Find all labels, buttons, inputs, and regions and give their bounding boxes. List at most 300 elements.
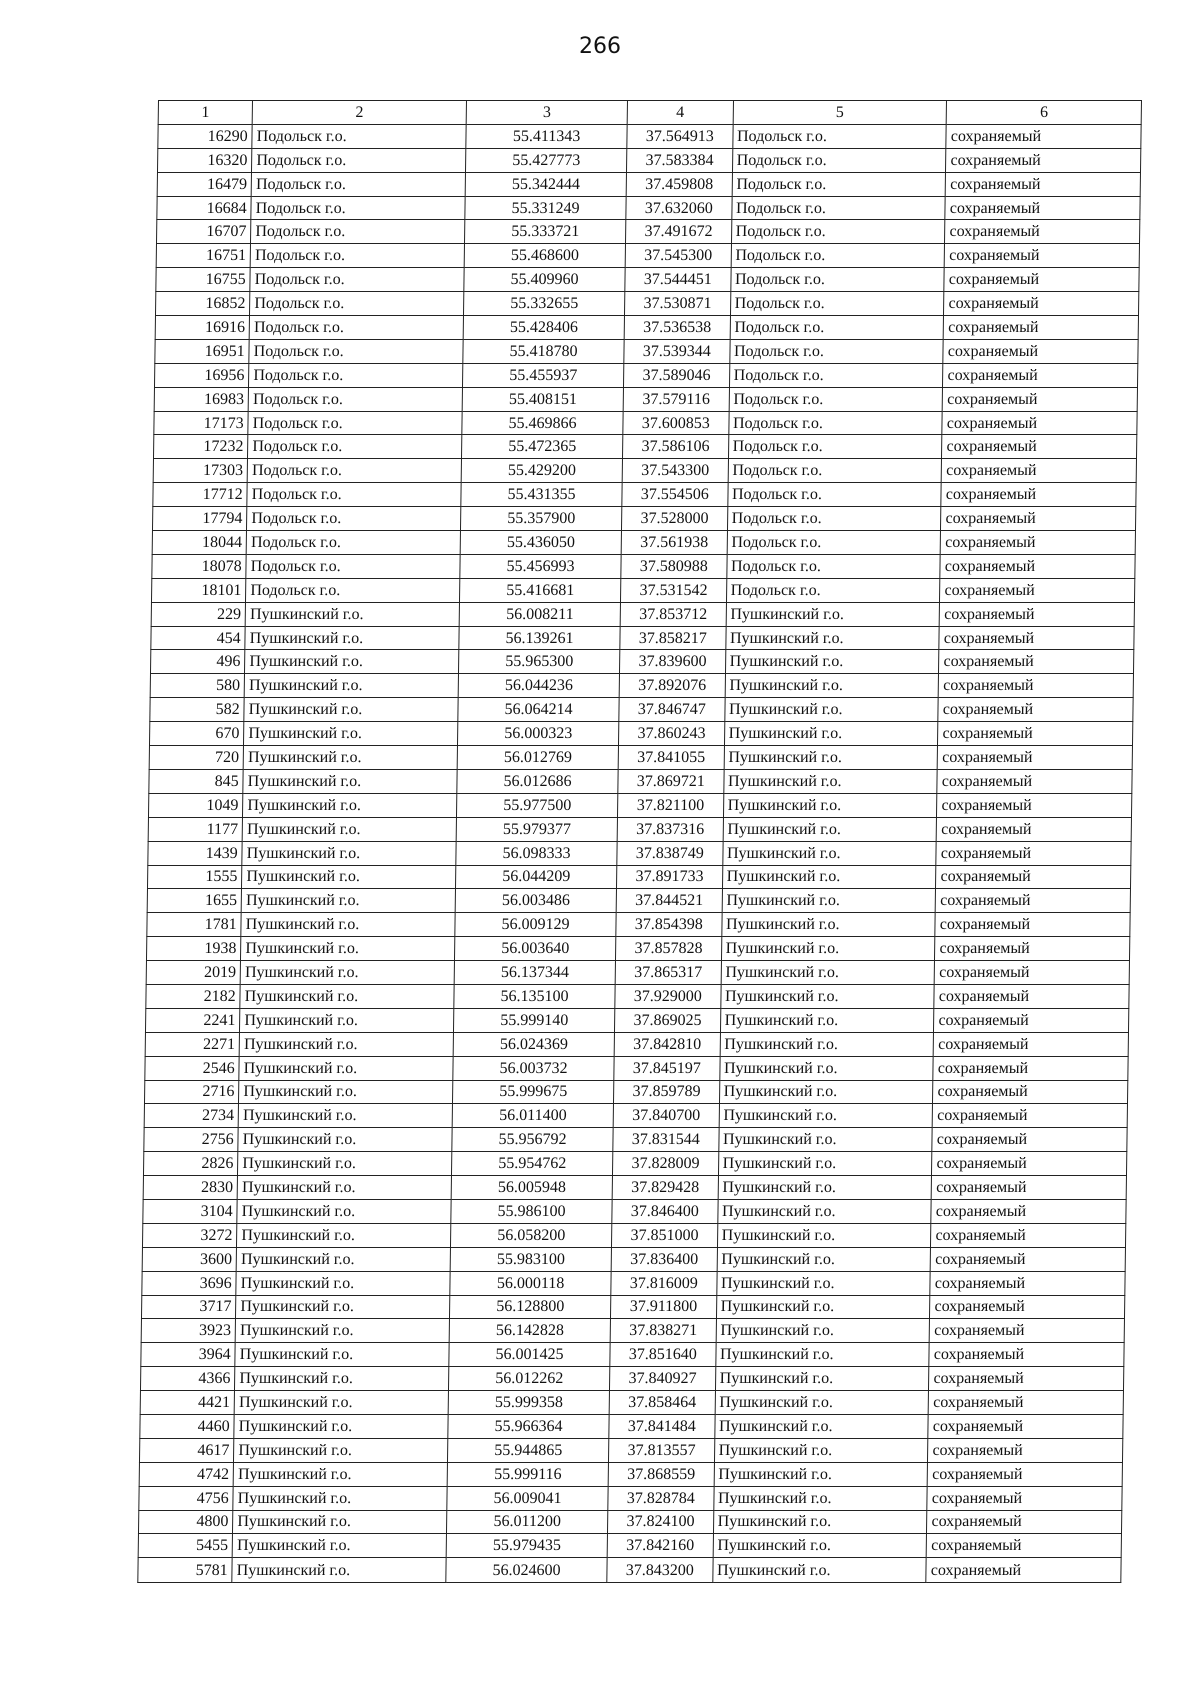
cell-status: сохраняемый bbox=[945, 244, 1140, 268]
cell-status: сохраняемый bbox=[945, 196, 1140, 220]
cell-longitude: 37.530871 bbox=[625, 292, 731, 316]
cell-location: Пушкинский г.о. bbox=[713, 1510, 927, 1534]
cell-latitude: 55.409960 bbox=[464, 268, 625, 292]
cell-object-id: 4617 bbox=[139, 1438, 234, 1462]
cell-object-id: 2734 bbox=[144, 1104, 239, 1128]
cell-location: Пушкинский г.о. bbox=[721, 913, 935, 937]
cell-location: Пушкинский г.о. bbox=[715, 1343, 929, 1367]
cell-municipality: Пушкинский г.о. bbox=[243, 769, 457, 793]
cell-latitude: 55.357900 bbox=[461, 507, 622, 531]
cell-status: сохраняемый bbox=[929, 1367, 1124, 1391]
table-row bbox=[146, 984, 1129, 1008]
cell-object-id: 1049 bbox=[148, 793, 243, 817]
cell-location: Подольск г.о. bbox=[729, 363, 943, 387]
cell-location: Пушкинский г.о. bbox=[717, 1247, 931, 1271]
cell-object-id: 2826 bbox=[143, 1152, 238, 1176]
cell-object-id: 16916 bbox=[155, 316, 250, 340]
cell-object-id: 1555 bbox=[147, 865, 242, 889]
cell-municipality: Пушкинский г.о. bbox=[241, 913, 455, 937]
table-row bbox=[157, 196, 1140, 220]
cell-status: сохраняемый bbox=[945, 220, 1140, 244]
cell-location: Пушкинский г.о. bbox=[722, 841, 936, 865]
cell-longitude: 37.816009 bbox=[611, 1271, 717, 1295]
table-row bbox=[151, 626, 1134, 650]
cell-longitude: 37.842160 bbox=[607, 1534, 713, 1558]
cell-longitude: 37.536538 bbox=[624, 316, 730, 340]
table-row bbox=[141, 1319, 1124, 1343]
table-row bbox=[144, 1104, 1127, 1128]
cell-latitude: 56.012262 bbox=[449, 1367, 610, 1391]
cell-municipality: Подольск г.о. bbox=[248, 411, 462, 435]
cell-status: сохраняемый bbox=[941, 531, 1136, 555]
cell-municipality: Пушкинский г.о. bbox=[239, 1056, 453, 1080]
cell-longitude: 37.869721 bbox=[618, 769, 724, 793]
table-row bbox=[150, 698, 1133, 722]
cell-longitude: 37.828784 bbox=[608, 1486, 714, 1510]
table-row bbox=[142, 1247, 1125, 1271]
cell-longitude: 37.891733 bbox=[617, 865, 723, 889]
cell-longitude: 37.531542 bbox=[621, 578, 727, 602]
cell-object-id: 16320 bbox=[157, 148, 252, 172]
cell-status: сохраняемый bbox=[946, 124, 1141, 148]
cell-latitude: 55.428406 bbox=[463, 316, 624, 340]
cell-status: сохраняемый bbox=[946, 172, 1141, 196]
table-row bbox=[144, 1128, 1127, 1152]
cell-location: Подольск г.о. bbox=[727, 531, 941, 555]
cell-latitude: 56.098333 bbox=[456, 841, 617, 865]
column-header: 2 bbox=[252, 101, 466, 125]
cell-location: Пушкинский г.о. bbox=[723, 769, 937, 793]
cell-longitude: 37.586106 bbox=[623, 435, 729, 459]
cell-latitude: 55.965300 bbox=[459, 650, 620, 674]
cell-status: сохраняемый bbox=[938, 722, 1133, 746]
table-row bbox=[142, 1223, 1125, 1247]
cell-object-id: 580 bbox=[150, 674, 245, 698]
cell-longitude: 37.579116 bbox=[623, 387, 729, 411]
cell-longitude: 37.892076 bbox=[619, 674, 725, 698]
cell-municipality: Пушкинский г.о. bbox=[234, 1414, 448, 1438]
table-row bbox=[138, 1558, 1121, 1583]
cell-latitude: 55.411343 bbox=[466, 124, 627, 148]
table-row bbox=[147, 889, 1130, 913]
cell-location: Пушкинский г.о. bbox=[714, 1462, 928, 1486]
cell-latitude: 55.999675 bbox=[453, 1080, 614, 1104]
cell-object-id: 582 bbox=[150, 698, 245, 722]
cell-latitude: 55.331249 bbox=[465, 196, 626, 220]
cell-location: Подольск г.о. bbox=[731, 244, 945, 268]
cell-object-id: 1938 bbox=[146, 937, 241, 961]
column-header: 5 bbox=[733, 101, 947, 125]
table-row bbox=[145, 1056, 1128, 1080]
cell-longitude: 37.860243 bbox=[619, 722, 725, 746]
cell-municipality: Пушкинский г.о. bbox=[236, 1295, 450, 1319]
cell-latitude: 56.011400 bbox=[452, 1104, 613, 1128]
cell-longitude: 37.838271 bbox=[610, 1319, 716, 1343]
cell-longitude: 37.545300 bbox=[625, 244, 731, 268]
table-row bbox=[140, 1367, 1123, 1391]
cell-object-id: 16707 bbox=[156, 220, 251, 244]
cell-longitude: 37.828009 bbox=[613, 1152, 719, 1176]
table-row bbox=[138, 1510, 1121, 1534]
table-row bbox=[139, 1462, 1122, 1486]
cell-longitude: 37.841055 bbox=[618, 746, 724, 770]
cell-municipality: Пушкинский г.о. bbox=[245, 650, 459, 674]
table-row bbox=[146, 961, 1129, 985]
cell-location: Пушкинский г.о. bbox=[718, 1152, 932, 1176]
table-row bbox=[148, 793, 1131, 817]
cell-status: сохраняемый bbox=[933, 1080, 1128, 1104]
cell-municipality: Подольск г.о. bbox=[252, 124, 466, 148]
cell-object-id: 2271 bbox=[145, 1032, 240, 1056]
cell-object-id: 2241 bbox=[145, 1008, 240, 1032]
cell-municipality: Пушкинский г.о. bbox=[239, 1032, 453, 1056]
cell-object-id: 16951 bbox=[155, 339, 250, 363]
table-row bbox=[155, 292, 1138, 316]
cell-status: сохраняемый bbox=[928, 1414, 1123, 1438]
cell-location: Пушкинский г.о. bbox=[725, 674, 939, 698]
cell-longitude: 37.583384 bbox=[627, 148, 733, 172]
cell-location: Подольск г.о. bbox=[732, 172, 946, 196]
cell-longitude: 37.600853 bbox=[623, 411, 729, 435]
cell-object-id: 1781 bbox=[147, 913, 242, 937]
cell-location: Подольск г.о. bbox=[732, 148, 946, 172]
cell-municipality: Подольск г.о. bbox=[250, 292, 464, 316]
cell-object-id: 1177 bbox=[148, 817, 243, 841]
cell-status: сохраняемый bbox=[940, 578, 1135, 602]
cell-municipality: Пушкинский г.о. bbox=[240, 1008, 454, 1032]
data-table bbox=[137, 100, 1142, 1583]
cell-location: Пушкинский г.о. bbox=[723, 793, 937, 817]
cell-status: сохраняемый bbox=[944, 268, 1139, 292]
column-header: 4 bbox=[627, 101, 733, 125]
table-row bbox=[154, 387, 1137, 411]
cell-location: Пушкинский г.о. bbox=[713, 1534, 927, 1558]
cell-status: сохраняемый bbox=[940, 554, 1135, 578]
table-row bbox=[140, 1414, 1123, 1438]
cell-municipality: Пушкинский г.о. bbox=[242, 817, 456, 841]
cell-location: Пушкинский г.о. bbox=[718, 1128, 932, 1152]
table-row bbox=[153, 459, 1136, 483]
cell-object-id: 3923 bbox=[141, 1319, 236, 1343]
cell-location: Пушкинский г.о. bbox=[715, 1391, 929, 1415]
cell-municipality: Пушкинский г.о. bbox=[241, 937, 455, 961]
cell-longitude: 37.858217 bbox=[620, 626, 726, 650]
cell-status: сохраняемый bbox=[928, 1462, 1123, 1486]
cell-status: сохраняемый bbox=[938, 698, 1133, 722]
cell-status: сохраняемый bbox=[934, 1032, 1129, 1056]
cell-longitude: 37.851000 bbox=[612, 1223, 718, 1247]
cell-latitude: 55.999116 bbox=[447, 1462, 608, 1486]
cell-latitude: 55.956792 bbox=[452, 1128, 613, 1152]
table-row bbox=[154, 363, 1137, 387]
cell-latitude: 55.977500 bbox=[457, 793, 618, 817]
cell-longitude: 37.564913 bbox=[627, 124, 733, 148]
cell-municipality: Подольск г.о. bbox=[249, 339, 463, 363]
cell-latitude: 55.472365 bbox=[462, 435, 623, 459]
cell-municipality: Подольск г.о. bbox=[246, 554, 460, 578]
cell-latitude: 55.999358 bbox=[448, 1391, 609, 1415]
table-row bbox=[150, 674, 1133, 698]
cell-municipality: Пушкинский г.о. bbox=[232, 1558, 446, 1583]
page-number: 266 bbox=[579, 34, 621, 59]
cell-longitude: 37.869025 bbox=[615, 1008, 721, 1032]
cell-location: Подольск г.о. bbox=[729, 387, 943, 411]
cell-longitude: 37.580988 bbox=[621, 554, 727, 578]
cell-object-id: 17712 bbox=[153, 483, 248, 507]
cell-municipality: Пушкинский г.о. bbox=[245, 626, 459, 650]
cell-object-id: 16983 bbox=[154, 387, 249, 411]
cell-location: Пушкинский г.о. bbox=[721, 937, 935, 961]
cell-municipality: Подольск г.о. bbox=[246, 578, 460, 602]
cell-object-id: 454 bbox=[151, 626, 246, 650]
cell-status: сохраняемый bbox=[939, 650, 1134, 674]
table-row bbox=[146, 937, 1129, 961]
cell-latitude: 56.000118 bbox=[450, 1271, 611, 1295]
cell-object-id: 3964 bbox=[141, 1343, 236, 1367]
cell-latitude: 55.332655 bbox=[464, 292, 625, 316]
cell-latitude: 56.000323 bbox=[458, 722, 619, 746]
cell-latitude: 56.024600 bbox=[446, 1558, 607, 1583]
cell-longitude: 37.844521 bbox=[616, 889, 722, 913]
cell-municipality: Подольск г.о. bbox=[250, 268, 464, 292]
cell-latitude: 55.966364 bbox=[448, 1414, 609, 1438]
cell-latitude: 56.135100 bbox=[454, 984, 615, 1008]
cell-status: сохраняемый bbox=[937, 817, 1132, 841]
cell-latitude: 55.468600 bbox=[464, 244, 625, 268]
table-row bbox=[147, 865, 1130, 889]
cell-longitude: 37.821100 bbox=[618, 793, 724, 817]
cell-municipality: Пушкинский г.о. bbox=[240, 961, 454, 985]
cell-object-id: 3272 bbox=[142, 1223, 237, 1247]
cell-longitude: 37.842810 bbox=[614, 1032, 720, 1056]
column-header: 1 bbox=[158, 101, 253, 125]
cell-status: сохраняемый bbox=[935, 961, 1130, 985]
table-row bbox=[152, 507, 1135, 531]
cell-municipality: Пушкинский г.о. bbox=[245, 602, 459, 626]
cell-object-id: 2182 bbox=[146, 984, 241, 1008]
cell-status: сохраняемый bbox=[944, 316, 1139, 340]
cell-object-id: 17173 bbox=[154, 411, 249, 435]
cell-object-id: 3104 bbox=[143, 1199, 238, 1223]
cell-municipality: Подольск г.о. bbox=[251, 172, 465, 196]
cell-longitude: 37.528000 bbox=[622, 507, 728, 531]
cell-location: Пушкинский г.о. bbox=[716, 1271, 930, 1295]
table-row bbox=[139, 1438, 1122, 1462]
cell-municipality: Пушкинский г.о. bbox=[238, 1128, 452, 1152]
cell-status: сохраняемый bbox=[932, 1176, 1127, 1200]
cell-latitude: 55.418780 bbox=[463, 339, 624, 363]
cell-status: сохраняемый bbox=[939, 674, 1134, 698]
table-row bbox=[138, 1534, 1121, 1558]
cell-longitude: 37.851640 bbox=[610, 1343, 716, 1367]
cell-object-id: 720 bbox=[149, 746, 244, 770]
cell-location: Пушкинский г.о. bbox=[717, 1199, 931, 1223]
cell-location: Подольск г.о. bbox=[728, 435, 942, 459]
column-header: 3 bbox=[466, 101, 627, 125]
cell-location: Пушкинский г.о. bbox=[720, 1008, 934, 1032]
cell-location: Пушкинский г.о. bbox=[712, 1558, 926, 1583]
cell-longitude: 37.544451 bbox=[625, 268, 731, 292]
cell-municipality: Подольск г.о. bbox=[250, 244, 464, 268]
cell-latitude: 56.012769 bbox=[457, 746, 618, 770]
table-row bbox=[157, 172, 1140, 196]
cell-status: сохраняемый bbox=[938, 746, 1133, 770]
cell-latitude: 56.058200 bbox=[451, 1223, 612, 1247]
cell-municipality: Пушкинский г.о. bbox=[237, 1223, 451, 1247]
table-row bbox=[141, 1295, 1124, 1319]
cell-latitude: 55.979377 bbox=[456, 817, 617, 841]
cell-latitude: 55.342444 bbox=[465, 172, 626, 196]
cell-longitude: 37.853712 bbox=[620, 602, 726, 626]
cell-location: Пушкинский г.о. bbox=[713, 1486, 927, 1510]
cell-location: Пушкинский г.о. bbox=[725, 626, 939, 650]
cell-location: Подольск г.о. bbox=[727, 507, 941, 531]
cell-status: сохраняемый bbox=[936, 841, 1131, 865]
cell-location: Пушкинский г.о. bbox=[724, 698, 938, 722]
cell-longitude: 37.836400 bbox=[611, 1247, 717, 1271]
cell-municipality: Пушкинский г.о. bbox=[233, 1486, 447, 1510]
cell-status: сохраняемый bbox=[927, 1486, 1122, 1510]
cell-latitude: 56.012686 bbox=[457, 769, 618, 793]
cell-longitude: 37.846747 bbox=[619, 698, 725, 722]
cell-longitude: 37.854398 bbox=[616, 913, 722, 937]
cell-object-id: 845 bbox=[149, 769, 244, 793]
cell-object-id: 229 bbox=[151, 602, 246, 626]
cell-latitude: 55.986100 bbox=[451, 1199, 612, 1223]
cell-location: Пушкинский г.о. bbox=[717, 1223, 931, 1247]
cell-municipality: Пушкинский г.о. bbox=[240, 984, 454, 1008]
cell-status: сохраняемый bbox=[934, 1008, 1129, 1032]
cell-status: сохраняемый bbox=[934, 984, 1129, 1008]
cell-latitude: 55.983100 bbox=[450, 1247, 611, 1271]
cell-status: сохраняемый bbox=[932, 1128, 1127, 1152]
cell-latitude: 55.333721 bbox=[465, 220, 626, 244]
cell-latitude: 56.001425 bbox=[449, 1343, 610, 1367]
cell-location: Пушкинский г.о. bbox=[714, 1438, 928, 1462]
cell-municipality: Пушкинский г.о. bbox=[244, 674, 458, 698]
cell-location: Пушкинский г.о. bbox=[719, 1080, 933, 1104]
cell-longitude: 37.824100 bbox=[608, 1510, 714, 1534]
cell-longitude: 37.491672 bbox=[626, 220, 732, 244]
cell-object-id: 4460 bbox=[140, 1414, 235, 1438]
cell-object-id: 16755 bbox=[156, 268, 251, 292]
cell-status: сохраняемый bbox=[939, 626, 1134, 650]
table-row bbox=[148, 817, 1131, 841]
cell-status: сохраняемый bbox=[933, 1104, 1128, 1128]
cell-municipality: Пушкинский г.о. bbox=[242, 841, 456, 865]
table-row bbox=[152, 554, 1135, 578]
cell-latitude: 56.044209 bbox=[456, 865, 617, 889]
table-row bbox=[147, 913, 1130, 937]
cell-status: сохраняемый bbox=[940, 602, 1135, 626]
cell-municipality: Пушкинский г.о. bbox=[236, 1271, 450, 1295]
cell-municipality: Пушкинский г.о. bbox=[238, 1152, 452, 1176]
cell-location: Подольск г.о. bbox=[731, 220, 945, 244]
cell-status: сохраняемый bbox=[943, 387, 1138, 411]
cell-object-id: 4366 bbox=[140, 1367, 235, 1391]
cell-latitude: 56.142828 bbox=[449, 1319, 610, 1343]
cell-status: сохраняемый bbox=[935, 913, 1130, 937]
cell-object-id: 5781 bbox=[138, 1558, 233, 1583]
cell-latitude: 55.429200 bbox=[461, 459, 622, 483]
cell-object-id: 2716 bbox=[144, 1080, 239, 1104]
cell-municipality: Пушкинский г.о. bbox=[233, 1462, 447, 1486]
cell-object-id: 4756 bbox=[139, 1486, 234, 1510]
cell-object-id: 3600 bbox=[142, 1247, 237, 1271]
cell-object-id: 16684 bbox=[157, 196, 252, 220]
cell-status: сохраняемый bbox=[927, 1510, 1122, 1534]
cell-location: Подольск г.о. bbox=[730, 292, 944, 316]
cell-longitude: 37.632060 bbox=[626, 196, 732, 220]
cell-object-id: 4742 bbox=[139, 1462, 234, 1486]
cell-municipality: Пушкинский г.о. bbox=[235, 1343, 449, 1367]
cell-status: сохраняемый bbox=[937, 793, 1132, 817]
table-row bbox=[140, 1391, 1123, 1415]
cell-object-id: 1655 bbox=[147, 889, 242, 913]
cell-location: Пушкинский г.о. bbox=[716, 1319, 930, 1343]
cell-object-id: 670 bbox=[149, 722, 244, 746]
cell-object-id: 18044 bbox=[152, 531, 247, 555]
table-row bbox=[153, 483, 1136, 507]
cell-object-id: 18101 bbox=[151, 578, 246, 602]
cell-object-id: 2756 bbox=[144, 1128, 239, 1152]
table-row bbox=[139, 1486, 1122, 1510]
table-row bbox=[156, 268, 1139, 292]
table-row bbox=[149, 722, 1132, 746]
table-row bbox=[157, 148, 1140, 172]
cell-latitude: 56.139261 bbox=[459, 626, 620, 650]
cell-status: сохраняемый bbox=[930, 1295, 1125, 1319]
cell-latitude: 56.128800 bbox=[450, 1295, 611, 1319]
table-row bbox=[145, 1008, 1128, 1032]
cell-status: сохраняемый bbox=[943, 363, 1138, 387]
table-row bbox=[156, 244, 1139, 268]
cell-status: сохраняемый bbox=[935, 937, 1130, 961]
cell-municipality: Подольск г.о. bbox=[249, 363, 463, 387]
cell-municipality: Пушкинский г.о. bbox=[237, 1176, 451, 1200]
cell-location: Подольск г.о. bbox=[728, 459, 942, 483]
table-header-row bbox=[158, 101, 1141, 125]
cell-municipality: Подольск г.о. bbox=[252, 148, 466, 172]
cell-municipality: Пушкинский г.о. bbox=[234, 1391, 448, 1415]
cell-longitude: 37.929000 bbox=[615, 984, 721, 1008]
cell-latitude: 56.008211 bbox=[459, 602, 620, 626]
cell-location: Пушкинский г.о. bbox=[714, 1414, 928, 1438]
cell-location: Подольск г.о. bbox=[730, 268, 944, 292]
cell-municipality: Пушкинский г.о. bbox=[243, 746, 457, 770]
cell-status: сохраняемый bbox=[929, 1343, 1124, 1367]
cell-latitude: 56.003640 bbox=[455, 937, 616, 961]
cell-municipality: Пушкинский г.о. bbox=[238, 1104, 452, 1128]
cell-status: сохраняемый bbox=[936, 889, 1131, 913]
table-row bbox=[156, 220, 1139, 244]
table-row bbox=[158, 124, 1141, 148]
cell-object-id: 496 bbox=[150, 650, 245, 674]
cell-latitude: 55.954762 bbox=[452, 1152, 613, 1176]
cell-municipality: Пушкинский г.о. bbox=[243, 793, 457, 817]
cell-status: сохраняемый bbox=[941, 507, 1136, 531]
cell-location: Пушкинский г.о. bbox=[719, 1056, 933, 1080]
cell-status: сохраняемый bbox=[937, 769, 1132, 793]
cell-location: Подольск г.о. bbox=[726, 554, 940, 578]
cell-latitude: 55.999140 bbox=[454, 1008, 615, 1032]
cell-municipality: Подольск г.о. bbox=[247, 483, 461, 507]
cell-longitude: 37.859789 bbox=[614, 1080, 720, 1104]
cell-location: Пушкинский г.о. bbox=[722, 889, 936, 913]
table-row bbox=[154, 411, 1137, 435]
cell-longitude: 37.841484 bbox=[609, 1414, 715, 1438]
cell-municipality: Пушкинский г.о. bbox=[241, 889, 455, 913]
